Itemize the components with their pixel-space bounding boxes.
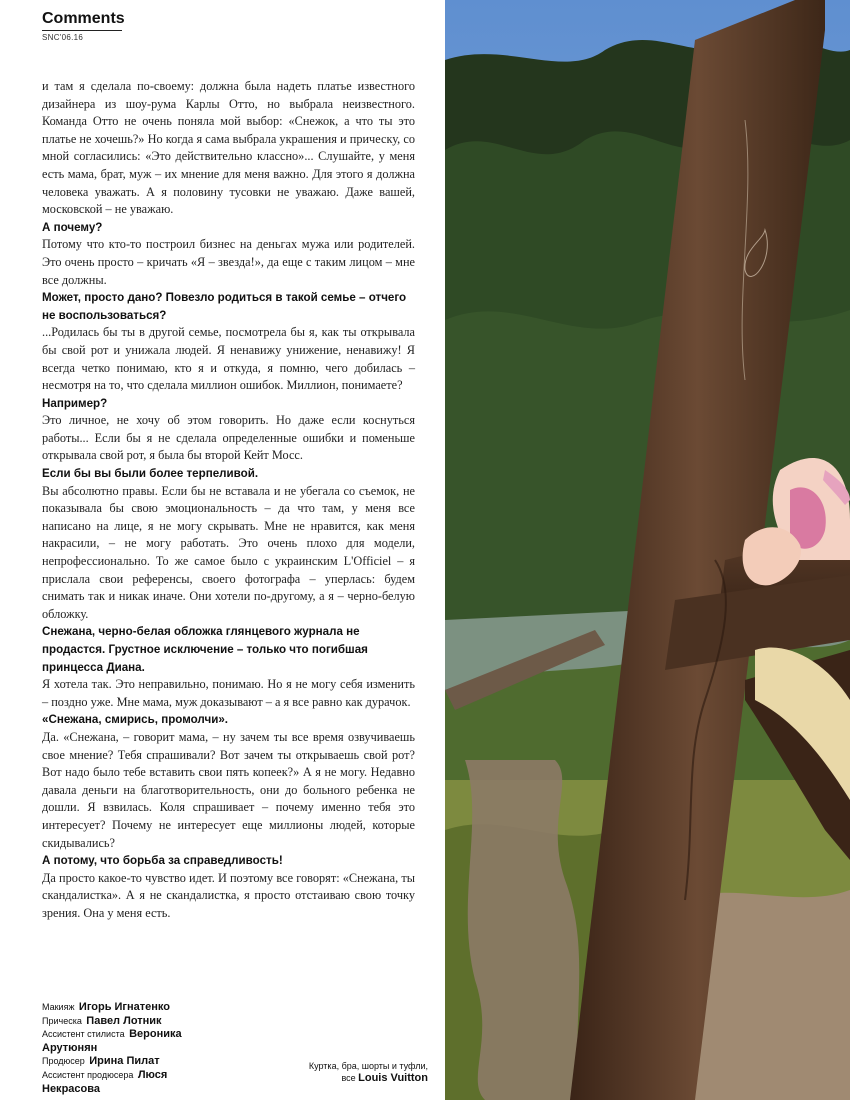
- credit-line: [42, 1027, 222, 1054]
- fashion-photo: [445, 0, 850, 1100]
- credit-role: Ассистент стилиста: [42, 1029, 125, 1040]
- interview-question: А почему?: [42, 220, 103, 234]
- interview-answer: и там я сделала по-своему: должна была надеть платье известного дизайнера из шоу-рума Карлы Отто, но выбрала неизвестного. Команда Отто не очень поняла мой выбор: «Снежок, а что ты это платье не хочешь?» Но когда я сама выбрала украшения и прическу, со мной согласились: «Это действительно классно»... Слушайте, у меня есть мама, брат, муж – их мнение для меня важно. Для этого я должна человека уважать. А я половину тусовки не уважаю. Даже вашей, московской – не уважаю.: [42, 79, 415, 217]
- caption-brand: Louis Vuitton: [358, 1072, 428, 1084]
- interview-question: Например?: [42, 396, 108, 410]
- interview-question: «Снежана, смирись, промолчи».: [42, 713, 229, 727]
- caption-line: Куртка, бра, шорты и туфли,: [308, 1061, 428, 1071]
- interview-answer: Да. «Снежана, – говорит мама, – ну зачем ты все время озвучиваешь свое мнение? Тебя спрашивали? Вот зачем ты открываешь свой рот? Вот надо было тебе вставить свои пять копеек?» А я не могу. Недавно давала деньги на благотворительность, они до больного ребенка не дошли. Я взвилась. Коля спрашивает – почему именно тебя это интересует? Почему не интересует еще миллионы людей, которые скидывались?: [42, 729, 415, 850]
- credit-person: Павел Лотник: [86, 1014, 162, 1027]
- page-header: [42, 10, 125, 42]
- credit-line: [42, 1068, 222, 1095]
- credit-person: Люся Некрасова: [42, 1068, 168, 1095]
- issue-label: SNC'06.16: [42, 33, 84, 42]
- credit-role: Ассистент продюсера: [42, 1069, 134, 1080]
- credit-line: [42, 1000, 222, 1014]
- interview-text: [42, 78, 415, 923]
- interview-answer: ...Родилась бы ты в другой семье, посмотрела бы я, как ты открывала бы свой рот и унижала людей. Я ненавижу унижение, ненавижу! Я всегда четко понимаю, кто я и откуда, я помню, чего добилась – несмотря на то, что сделала миллион ошибок. Миллион, понимаете?: [42, 325, 415, 393]
- interview-question: Может, просто дано? Повезло родиться в такой семье – отчего не воспользоваться?: [42, 291, 407, 322]
- interview-answer: Потому что кто-то построил бизнес на деньгах мужа или родителей. Это очень просто – кричать «Я – звезда!», да еще с таким лицом – мне все должны.: [42, 237, 415, 287]
- credit-person: Ирина Пилат: [89, 1055, 160, 1068]
- credit-person: Игорь Игнатенко: [78, 1001, 170, 1013]
- credit-role: Макияж: [42, 1002, 75, 1012]
- interview-answer: Это личное, не хочу об этом говорить. Но даже если коснуться работы... Если бы я не сделала определенные ошибки и поменьше открывала свой рот, я была бы второй Кейт Мосс.: [42, 413, 415, 463]
- credit-line: [42, 1014, 222, 1028]
- credit-role: Прическа: [42, 1015, 82, 1026]
- interview-question: Снежана, черно-белая обложка глянцевого журнала не продастся. Грустное исключение – только что погибшая принцесса Диана.: [42, 625, 368, 674]
- section-title: Comments: [42, 10, 122, 31]
- photo-credits: [42, 1000, 222, 1095]
- credit-person: Вероника Арутюнян: [42, 1028, 182, 1054]
- caption-prefix: все: [341, 1073, 356, 1083]
- interview-answer: Вы абсолютно правы. Если бы не вставала и не убегала со съемок, не показывала бы свою эмоциональность – да что там, у меня все написано на лице, я не могу скрывать. Мне не нравится, как меня накрасили, – не могу работать. Это очень плохо для модели, непрофессионально. То же самое было с украинским L'Officiel – я прислала свои референсы, своего фотографа – уперлась: будем снимать так и никак иначе. Они хотели по-другому, а я – черно-белую обложку.: [42, 483, 415, 621]
- credit-line: [42, 1054, 222, 1068]
- interview-answer: Я хотела так. Это неправильно, понимаю. Но я не могу себя изменить – поздно уже. Мне мама, муж доказывают – а я все равно как дурачок.: [42, 677, 415, 709]
- outfit-caption: [228, 1060, 428, 1084]
- interview-answer: Да просто какое-то чувство идет. И поэтому все говорят: «Снежана, ты скандалистка». А я не скандалистка, я просто отстаиваю свою точку зрения. Она у меня есть.: [42, 870, 415, 920]
- interview-question: А потому, что борьба за справедливость!: [42, 854, 283, 868]
- caption-brand-line: [228, 1072, 428, 1084]
- photo-illustration: [445, 0, 850, 1100]
- credit-role: Продюсер: [42, 1056, 85, 1067]
- interview-question: Если бы вы были более терпеливой.: [42, 467, 259, 481]
